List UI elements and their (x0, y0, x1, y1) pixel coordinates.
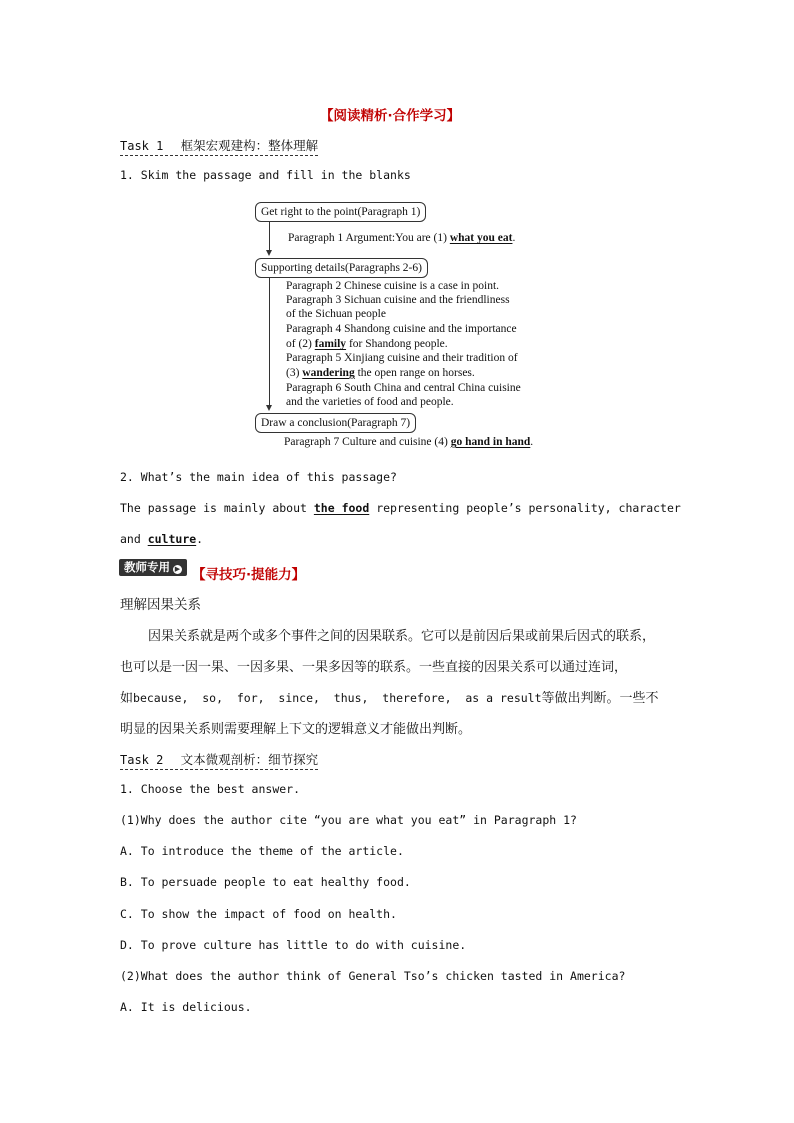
flow-arrow-2 (266, 405, 272, 411)
task2-question-1-2: (2)What does the author think of General Tso’s chicken tasted in America? (120, 969, 626, 983)
option-a: A. To introduce the theme of the article. (120, 844, 404, 858)
answer-4: go hand in hand (450, 436, 531, 448)
flow-box-paragraph-1: Get right to the point(Paragraph 1) (255, 202, 426, 222)
flow-arrow-1 (266, 250, 272, 256)
flow-detail-line: and the varieties of food and people. (286, 396, 454, 408)
skill-section-title: 【寻技巧·提能力】 (192, 567, 306, 583)
task1-label-cn: 框架宏观建构：整体理解 (180, 138, 319, 153)
flow-p7-end: . (530, 436, 534, 448)
flow-paragraph-1-argument (288, 232, 515, 244)
flow-paragraph-7 (284, 436, 533, 448)
answer-3: wandering (302, 367, 355, 379)
task2-heading (120, 750, 318, 770)
skill-text: 等做出判断。一些不 (541, 691, 659, 706)
task1-answer-2-line1 (120, 501, 681, 515)
flow-l5-end: for Shandong people. (346, 338, 448, 350)
teacher-only-badge (119, 559, 187, 576)
skill-text: 如 (120, 691, 134, 706)
task1-answer-2-line2 (120, 532, 203, 546)
flow-p1-text: Paragraph 1 Argument:You are (1) (288, 232, 450, 244)
answer-text: and (120, 532, 148, 546)
answer-text: The passage is mainly about (120, 501, 314, 515)
option-a: A. It is delicious. (120, 1000, 252, 1014)
option-d: D. To prove culture has little to do with cuisine. (120, 938, 467, 952)
answer-the-food: the food (313, 501, 370, 515)
flow-connector-2 (269, 277, 270, 406)
flow-detail-line (286, 367, 475, 379)
task2-question-1: 1. Choose the best answer. (120, 782, 301, 796)
flow-p1-end: . (512, 232, 516, 244)
skill-paragraph-line (120, 687, 659, 706)
answer-text: . (196, 532, 204, 546)
task2-question-1-1: (1)Why does the author cite “you are what you eat” in Paragraph 1? (120, 813, 577, 827)
flow-detail-line: Paragraph 2 Chinese cuisine is a case in point. (286, 280, 500, 292)
flow-detail-line: Paragraph 6 South China and central China cuisine (286, 382, 521, 394)
flow-detail-line: Paragraph 5 Xinjiang cuisine and their tradition of (286, 352, 518, 364)
flow-detail-line: of the Sichuan people (286, 308, 386, 320)
flow-detail-line: Paragraph 3 Sichuan cuisine and the friendliness (286, 294, 510, 306)
task1-heading (120, 136, 318, 156)
connector-words: because, so, for, since, thus, therefore, as a result (133, 691, 542, 705)
skill-paragraph-line: 也可以是一因一果、一因多果、一果多因等的联系。一些直接的因果关系可以通过连词， (120, 660, 628, 675)
flow-l5-text: of (2) (286, 338, 315, 350)
flow-detail-line: Paragraph 4 Shandong cuisine and the importance (286, 323, 517, 335)
answer-text: representing people’s personality, character (369, 501, 681, 515)
flow-l7-text: (3) (286, 367, 303, 379)
task1-question-2: 2. What’s the main idea of this passage? (120, 470, 397, 484)
teacher-badge-label: 教师专用 (124, 560, 170, 574)
option-b: B. To persuade people to eat healthy food. (120, 875, 411, 889)
flow-connector-1 (269, 222, 270, 251)
skill-subtitle: 理解因果关系 (120, 597, 201, 613)
flow-l7-end: the open range on horses. (354, 367, 475, 379)
answer-1: what you eat (449, 232, 513, 244)
flow-box-supporting-details: Supporting details(Paragraphs 2-6) (255, 258, 428, 278)
flow-box-conclusion: Draw a conclusion(Paragraph 7) (255, 413, 416, 433)
task1-question-1: 1. Skim the passage and fill in the blanks (120, 168, 411, 182)
task2-label-en: Task 2 (120, 753, 164, 767)
task1-label-en: Task 1 (120, 139, 164, 153)
play-icon: ▶ (174, 565, 181, 573)
task2-label-cn: 文本微观剖析：细节探究 (180, 752, 319, 767)
skill-paragraph-line: 明显的因果关系则需要理解上下文的逻辑意义才能做出判断。 (120, 722, 472, 737)
answer-culture: culture (147, 532, 197, 546)
answer-2: family (314, 338, 347, 350)
flow-p7-text: Paragraph 7 Culture and cuisine (4) (284, 436, 451, 448)
section-title: 【阅读精析·合作学习】 (320, 108, 461, 124)
flow-detail-line (286, 338, 448, 350)
skill-paragraph-line: 因果关系就是两个或多个事件之间的因果联系。它可以是前因后果或前果后因式的联系， (148, 629, 656, 644)
option-c: C. To show the impact of food on health. (120, 907, 397, 921)
